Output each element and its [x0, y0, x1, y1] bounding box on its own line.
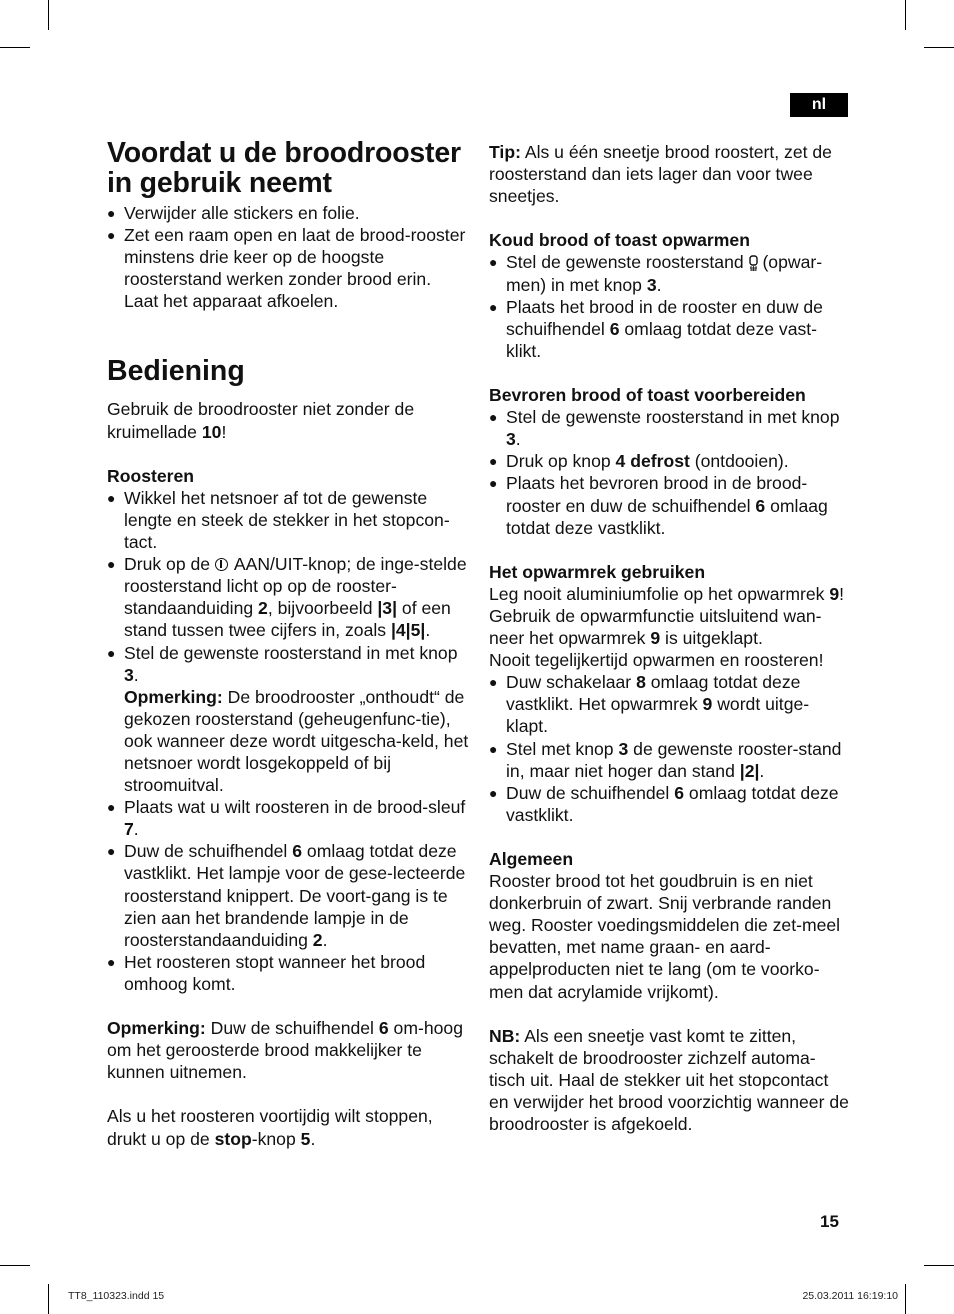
list-item: ● Duw de schuifhendel 6 omlaag totdat deze vastklikt. Het lampje voor de gese-lecteerde roosterstand knippert. De voort-gang is te zien aan het brandende lampje in de roosterstandaanduiding 2. [107, 840, 469, 950]
subheading-opwarmrek: Het opwarmrek gebruiken [489, 561, 706, 582]
section-title: Bediening [107, 355, 245, 388]
tip-paragraph: Tip: Als u één sneetje brood roostert, zet de roosterstand dan iets lager dan voor twee sneetjes. [489, 142, 832, 207]
footer-left: TT8_110323.indd 15 [68, 1290, 165, 1302]
subheading-algemeen: Algemeen [489, 849, 574, 869]
list-item: ● Duw de schuifhendel 6 omlaag totdat deze vastklikt. [489, 782, 851, 826]
list-item: ● Plaats wat u wilt roosteren in de brood-sleuf 7. [107, 796, 469, 840]
intro-list [107, 202, 469, 312]
list-item: ● Zet een raam open en laat de brood-rooster minstens drie keer op de hoogste roosterstand werken zonder brood erin. Laat het apparaat afkoelen. [107, 224, 469, 312]
page-number: 15 [820, 1212, 839, 1231]
warming-icon [749, 255, 758, 271]
paragraph: Leg nooit aluminiumfolie op het opwarmrek 9! [489, 583, 845, 604]
subheading-roosteren: Roosteren [107, 465, 195, 486]
list-item: ● Wikkel het netsnoer af tot de gewenste lengte en steek de stekker in het stopcon-tact. [107, 487, 469, 553]
paragraph: Rooster brood tot het goudbruin is en niet donkerbruin of zwart. Snij verbrande randen weg. Rooster voedingsmiddelen die zet-meel bevatten, met name graan- en aard-appelproducten niet te lang (om te voorko-men dat acrylamide vrijkomt). [489, 871, 841, 1002]
crop-mark [0, 47, 30, 48]
list-item: ● Duw schakelaar 8 omlaag totdat deze vastklikt. Het opwarmrek 9 wordt uitge-klapt. [489, 671, 851, 737]
stop-paragraph: Als u het roosteren voortijdig wilt stoppen, drukt u op de stop-knop 5. [107, 1106, 433, 1149]
note-paragraph: Opmerking: Duw de schuifhendel 6 om-hoog om het geroosterde brood makkelijker te kunnen uitnemen. [107, 1018, 463, 1083]
paragraph: Nooit tegelijkertijd opwarmen en roosteren! [489, 650, 824, 671]
list-item: ● Stel de gewenste roosterstand in met knop 3. Opmerking: De broodrooster „onthoudt“ de gekozen roosterstand (geheugenfunc-tie), ook wanneer deze wordt uitgescha-keld, het netsnoer wordt losgekoppeld of bij stroomuitval. [107, 642, 469, 797]
crop-mark [924, 1265, 954, 1266]
power-icon [215, 558, 228, 571]
footer-right: 25.03.2011 16:19:10 [802, 1290, 898, 1302]
right-column [489, 141, 851, 1135]
nb-paragraph: NB: Als een sneetje vast komt te zitten, schakelt de broodrooster zichzelf automa-tisch uit. Haal de stekker uit het stopcontact en verwijder het brood voorzichtig wanneer de broodrooster is afgekoeld. [489, 1025, 849, 1135]
section-intro: Gebruik de broodrooster niet zonder de kruimellade 10! [107, 399, 415, 442]
subheading-bevroren: Bevroren brood of toast voorbereiden [489, 385, 806, 406]
roosteren-list [107, 487, 469, 995]
crop-mark [48, 1284, 49, 1314]
language-tab: nl [790, 93, 848, 117]
list-item: ● Plaats het brood in de rooster en duw de schuifhendel 6 omlaag totdat deze vast-klikt. [489, 296, 851, 362]
bevroren-list [489, 406, 851, 539]
crop-mark [0, 1265, 30, 1266]
crop-mark [48, 0, 49, 30]
crop-mark [924, 47, 954, 48]
crop-mark [905, 0, 906, 30]
list-item: ● Druk op de AAN/UIT-knop; de inge-stelde roosterstand licht op op de rooster-standaanduiding 2, bijvoorbeeld |3| of een stand tussen twee cijfers in, zoals |4|5|. [107, 553, 469, 641]
list-item: ● Plaats het bevroren brood in de brood-rooster en duw de schuifhendel 6 omlaag totdat deze vastklikt. [489, 472, 851, 538]
page-title: Voordat u de broodrooster in gebruik neemt [107, 137, 461, 199]
list-item: ● Stel de gewenste roosterstand in met knop 3. [489, 406, 851, 450]
list-item: ● Druk op knop 4 defrost (ontdooien). [489, 450, 851, 472]
koud-list [489, 251, 851, 361]
list-item: ● Stel met knop 3 de gewenste rooster-stand in, maar niet hoger dan stand |2|. [489, 738, 851, 782]
list-item: ● Het roosteren stopt wanneer het brood omhoog komt. [107, 951, 469, 995]
list-item: ● Stel de gewenste roosterstand (opwar-men) in met knop 3. [489, 251, 851, 295]
crop-mark [905, 1284, 906, 1314]
opwarmrek-list [489, 671, 851, 826]
left-column [107, 138, 469, 1150]
list-item: ● Verwijder alle stickers en folie. [107, 202, 469, 224]
subheading-koud: Koud brood of toast opwarmen [489, 230, 750, 251]
paragraph: Gebruik de opwarmfunctie uitsluitend wan-neer het opwarmrek 9 is uitgeklapt. [489, 605, 822, 649]
